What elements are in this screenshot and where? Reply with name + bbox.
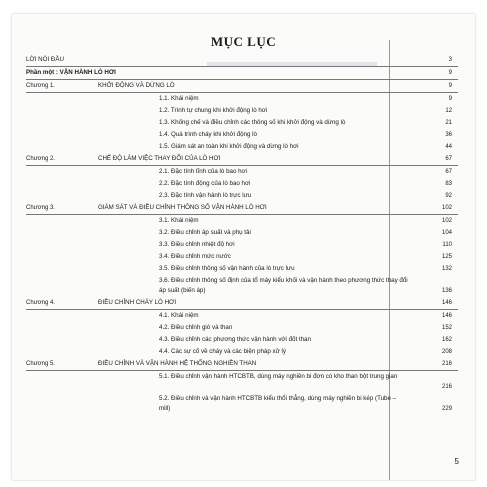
toc-entry-page: 110 [442, 242, 452, 248]
page-title: MỤC LỤC [210, 34, 277, 49]
toc-entry-page: 132 [441, 266, 452, 272]
toc-entry [26, 239, 458, 251]
toc-entry-title: 4.3. Điều chỉnh các phương thức vận hành với đốt than [159, 336, 311, 343]
toc-entry [26, 322, 458, 334]
toc-entry [26, 371, 458, 393]
toc-entry [26, 54, 458, 67]
chapter-number: Chương 2. [26, 156, 55, 162]
toc-entry-page: 104 [441, 230, 452, 236]
toc-entry-title: Phần một : VẬN HÀNH LÒ HƠI [26, 69, 116, 76]
toc-entry [26, 190, 458, 202]
toc-entry [26, 358, 458, 371]
toc-entry-page: 125 [441, 254, 452, 260]
toc-entry [26, 141, 458, 153]
toc-entry-title: 1.1. Khái niệm [159, 95, 199, 102]
toc-entry-page: 146 [441, 313, 452, 319]
toc-entry-title: ĐIỀU CHỈNH CHÁY LÒ HƠI [98, 299, 177, 306]
toc-entry [26, 117, 458, 129]
toc-entry [26, 129, 458, 141]
toc-entry-page: 83 [445, 181, 452, 187]
toc-entry [26, 215, 458, 227]
toc-entry-page: 216 [441, 384, 452, 390]
toc-entry-page: 216 [441, 361, 452, 367]
toc-entry-title: 3.3. Điều chỉnh nhiệt độ hơi [159, 241, 235, 248]
toc-entry [26, 67, 458, 80]
toc-entry [26, 393, 458, 415]
toc-entry [26, 153, 458, 166]
toc-entry-page: 102 [441, 218, 452, 224]
toc-entry [26, 334, 458, 346]
toc-entry [26, 178, 458, 190]
toc-entry-page: 162 [441, 337, 452, 343]
toc-entry [26, 202, 458, 215]
toc-entry-title: CHẾ ĐỘ LÀM VIỆC THAY ĐỔI CỦA LÒ HƠI [98, 155, 221, 162]
toc-entry-title: 2.3. Đặc tính vận hành lò trực lưu [159, 192, 252, 199]
toc-entry-title: 1.5. Giám sát an toàn khi khởi động và dừng lò hơi [159, 143, 299, 150]
toc-entry-page: 92 [445, 193, 452, 199]
toc-entry-page: 67 [445, 169, 452, 175]
toc-entry-title: 3.4. Điều chỉnh mức nước [159, 253, 231, 260]
toc-entry-page: 152 [441, 325, 452, 331]
book-page [12, 14, 475, 480]
toc-entry-page: 9 [448, 83, 452, 89]
toc-entry-title: 4.4. Các sự cố về cháy và các biện pháp xử lý [159, 348, 286, 355]
toc-entry [26, 251, 458, 263]
toc-entry-page: 36 [445, 132, 452, 138]
toc-entry-title: 3.2. Điều chỉnh áp suất và phụ tải [159, 229, 251, 236]
chapter-number: Chương 3. [26, 205, 55, 211]
toc-entry-title: KHỞI ĐỘNG VÀ DỪNG LÒ [98, 82, 175, 89]
toc-entry-page: 44 [445, 144, 452, 150]
toc-entry [26, 80, 458, 93]
toc-entry-page: 102 [441, 205, 452, 211]
toc-entry-page: 229 [441, 406, 452, 412]
toc-entry-title: 1.3. Khống chế và điều chỉnh các thông số khi khởi động và dừng lò [159, 119, 346, 126]
toc-entry-title: 2.2. Đặc tính động của lò bao hơi [159, 180, 251, 187]
toc-entry-title: 1.4. Quá trình cháy khi khởi động lò [159, 131, 257, 138]
chapter-number: Chương 1. [26, 83, 55, 89]
toc-entry [26, 105, 458, 117]
toc-entry-title: 3.1. Khái niệm [159, 217, 199, 224]
toc-entry [26, 297, 458, 310]
table-of-contents [26, 54, 458, 415]
toc-entry [26, 310, 458, 322]
toc-entry-title: 5.1. Điều chỉnh vận hành HTCBTB, dùng máy nghiền bi đơn có kho than bột trung gian [159, 373, 398, 380]
toc-entry-page: 9 [448, 70, 452, 76]
toc-entry-title: ĐIỀU CHỈNH VÀ VẬN HÀNH HỆ THỐNG NGHIỀN THAN [98, 360, 257, 367]
toc-entry-title: GIÁM SÁT VÀ ĐIỀU CHỈNH THÔNG SỐ VẬN HÀNH LÒ HƠI [98, 204, 267, 211]
chapter-number: Chương 5. [26, 361, 55, 367]
toc-entry [26, 227, 458, 239]
toc-entry-page: 208 [441, 349, 452, 355]
toc-entry-title: 1.2. Trình tự chung khi khởi động lò hơi [159, 107, 268, 114]
toc-entry-page: 21 [445, 120, 452, 126]
toc-entry-page: 3 [448, 57, 452, 63]
chapter-number: Chương 4. [26, 300, 55, 306]
toc-entry [26, 166, 458, 178]
toc-entry-page: 9 [448, 96, 452, 102]
toc-entry [26, 346, 458, 358]
toc-entry-title: 4.2. Điều chỉnh gió và than [159, 324, 233, 331]
toc-entry-title: 3.5. Điều chỉnh thông số vận hành của lò trực lưu [159, 265, 295, 272]
page-number: 5 [454, 457, 459, 466]
toc-entry-title: 2.1. Đặc tính tĩnh của lò bao hơi [159, 168, 247, 175]
toc-entry [26, 263, 458, 275]
toc-entry-page: 12 [445, 108, 452, 114]
toc-entry-title: 4.1. Khái niệm [159, 312, 199, 319]
toc-entry-title: 3.6. Điều chỉnh thông số định của tổ máy kiểu khối và vận hành theo phương thức thay đổi áp suất (biến áp) [159, 277, 408, 294]
toc-entry-title: LỜI NÓI ĐẦU [26, 56, 64, 63]
toc-entry-page: 146 [441, 300, 452, 306]
toc-entry [26, 93, 458, 105]
toc-entry [26, 275, 458, 297]
toc-entry-page: 67 [445, 156, 452, 162]
toc-entry-page: 136 [441, 288, 452, 294]
toc-entry-title: 5.2. Điều chỉnh và vận hành HTCBTB kiểu thổi thẳng, dùng máy nghiền bi kép (Tube – mill) [159, 395, 397, 412]
